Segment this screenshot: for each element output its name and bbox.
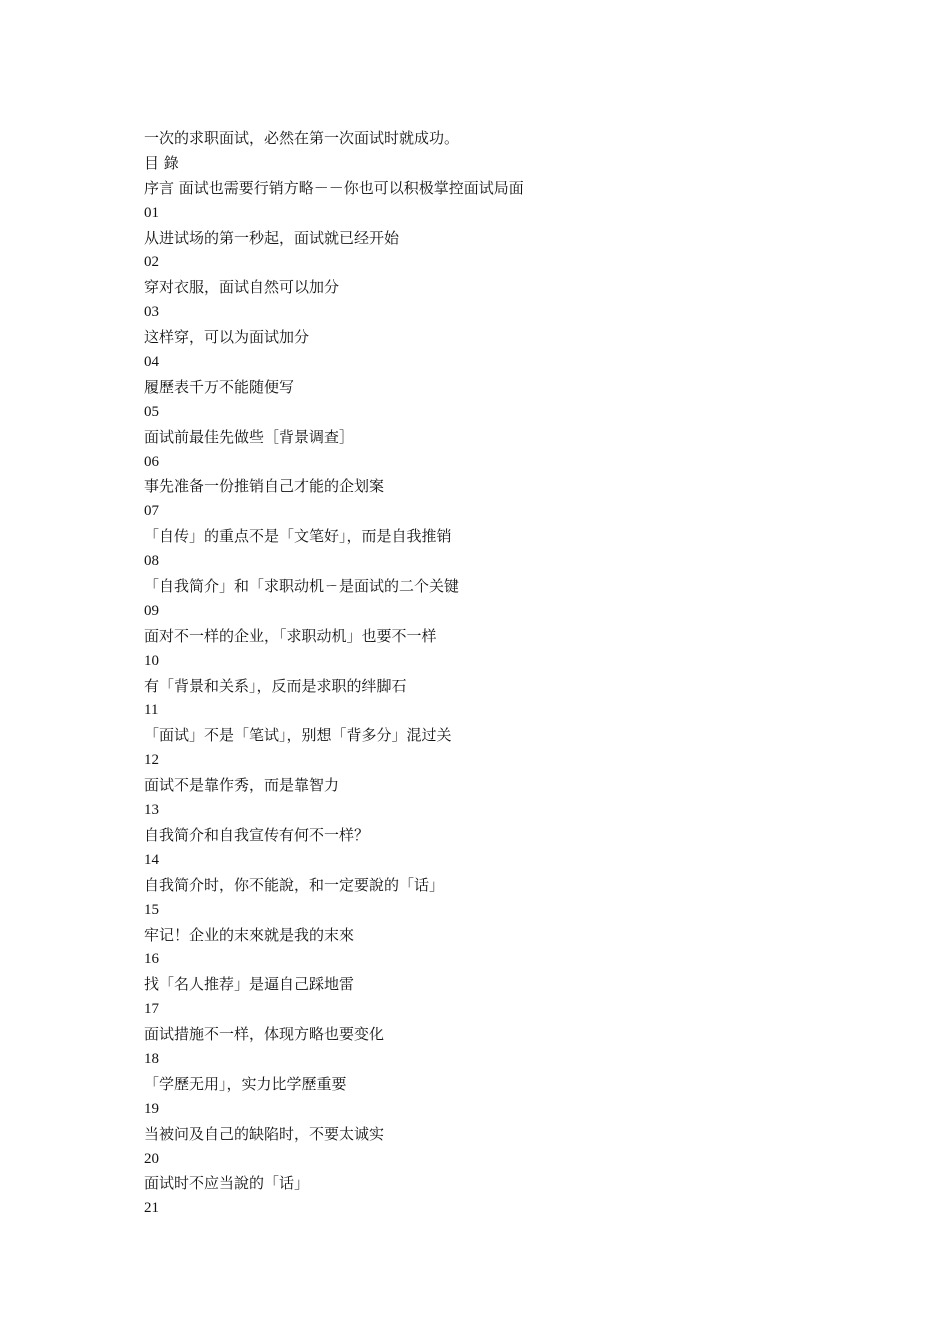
entry-number: 04 — [144, 354, 159, 371]
entry-number: 15 — [144, 901, 159, 918]
document-body — [144, 126, 844, 1221]
entry-number: 21 — [144, 1200, 159, 1217]
entry-number: 19 — [144, 1100, 159, 1117]
entry-number: 12 — [144, 752, 159, 769]
entry-number: 01 — [144, 204, 159, 221]
entry-number: 16 — [144, 951, 159, 968]
entry-number: 09 — [144, 602, 159, 619]
entry-title: 面试措施不一样，体现方略也要变化 — [144, 1025, 385, 1044]
entry-title: 自我简介和自我宣传有何不一样？ — [144, 825, 370, 844]
entry-title: 面试不是靠作秀，而是靠智力 — [144, 776, 340, 795]
entry-number: 17 — [144, 1001, 159, 1018]
toc-heading: 目 錄 — [144, 153, 179, 172]
entry-number: 14 — [144, 851, 159, 868]
entry-number: 03 — [144, 304, 159, 321]
entry-title: 履歷表千万不能随便写 — [144, 377, 295, 396]
entry-number: 11 — [144, 702, 159, 719]
entry-title: 这样穿，可以为面试加分 — [144, 328, 310, 347]
entry-number: 18 — [144, 1050, 159, 1067]
entry-number: 07 — [144, 503, 159, 520]
entry-title: 「自我简介」和「求职动机ㄧ是面试的二个关键 — [144, 577, 460, 596]
entry-number: 06 — [144, 453, 159, 470]
entry-title: 当被问及自己的缺陷时，不要太诚实 — [144, 1124, 385, 1143]
entry-title: 自我简介时，你不能說，和一定要說的「话」 — [144, 875, 445, 894]
entry-number: 20 — [144, 1150, 159, 1167]
entry-title: 面试时不应当說的「话」 — [144, 1174, 310, 1193]
entry-title: 面对不一样的企业，「求职动机」也要不一样 — [144, 626, 437, 645]
entry-number: 05 — [144, 403, 159, 420]
entry-title: 「面试」不是「笔试」，别想「背多分」混过关 — [144, 726, 452, 745]
entry-title: 面试前最佳先做些［背景调查］ — [144, 427, 355, 446]
entry-number: 08 — [144, 553, 159, 570]
entry-title: 「自传」的重点不是「文笔好」，而是自我推销 — [144, 527, 452, 546]
entry-number: 13 — [144, 802, 159, 819]
entry-title: 找「名人推荐」是逼自己踩地雷 — [144, 975, 355, 994]
preface-line: 序言 面试也需要行销方略－－你也可以积极掌控面试局面 — [144, 178, 524, 197]
entry-title: 穿对衣服，面试自然可以加分 — [144, 278, 340, 297]
entry-title: 牢记！企业的末來就是我的末來 — [144, 925, 355, 944]
entry-number: 02 — [144, 254, 159, 271]
entry-number: 10 — [144, 652, 159, 669]
intro-line: 一次的求职面试，必然在第一次面试时就成功。 — [144, 129, 460, 147]
entry-title: 「学歷无用」，实力比学歷重要 — [144, 1074, 347, 1093]
entry-title: 事先准备一份推销自己才能的企划案 — [144, 477, 385, 496]
entry-title: 有「背景和关系」，反而是求职的绊脚石 — [144, 676, 407, 695]
entry-title: 从进试场的第一秒起，面试就已经开始 — [144, 228, 400, 247]
